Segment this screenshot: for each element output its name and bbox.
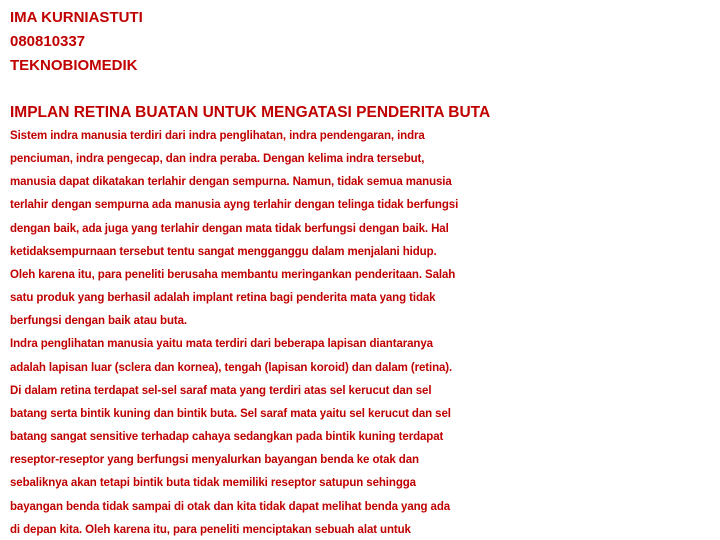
document-title: IMPLAN RETINA BUATAN UNTUK MENGATASI PENDERITA BUTA — [10, 104, 491, 121]
body-line: Sistem indra manusia terdiri dari indra penglihatan, indra pendengaran, indra — [10, 130, 425, 142]
body-line: manusia dapat dikatakan terlahir dengan sempurna. Namun, tidak semua manusia — [10, 176, 452, 189]
body-line: ketidaksempurnaan tersebut tentu sangat mengganggu dalam menjalani hidup. — [10, 245, 437, 258]
body-line: di depan kita. Oleh karena itu, para peneliti menciptakan sebuah alat untuk — [10, 523, 411, 536]
body-line: satu produk yang berhasil adalah implant retina bagi penderita mata yang tidak — [10, 292, 436, 305]
body-line: Di dalam retina terdapat sel-sel saraf mata yang terdiri atas sel kerucut dan sel — [10, 384, 432, 397]
body-line: sebaliknya akan tetapi bintik buta tidak memiliki reseptor satupun sehingga — [10, 477, 416, 490]
body-text — [10, 125, 716, 540]
body-line: berfungsi dengan baik atau buta. — [10, 315, 187, 328]
body-line: dengan baik, ada juga yang terlahir dengan mata tidak berfungsi dengan baik. Hal — [10, 222, 449, 235]
department-name: TEKNOBIOMEDIK — [10, 57, 138, 74]
body-line: terlahir dengan sempurna ada manusia ayng terlahir dengan telinga tidak berfungsi — [10, 199, 459, 212]
body-line: reseptor-reseptor yang berfungsi menyalurkan bayangan benda ke otak dan — [10, 454, 419, 467]
body-line: batang serta bintik kuning dan bintik buta. Sel saraf mata yaitu sel kerucut dan sel — [10, 407, 451, 420]
body-line: adalah lapisan luar (sclera dan kornea), tengah (lapisan koroid) dan dalam (retina). — [10, 361, 453, 374]
body-line: penciuman, indra pengecap, dan indra peraba. Dengan kelima indra tersebut, — [10, 153, 425, 166]
body-line: bayangan benda tidak sampai di otak dan kita tidak dapat melihat benda yang ada — [10, 500, 451, 513]
body-line: batang sangat sensitive terhadap cahaya sedangkan pada bintik kuning terdapat — [10, 431, 444, 444]
author-name: IMA KURNIASTUTI — [10, 9, 143, 26]
body-line: Oleh karena itu, para peneliti berusaha membantu meringankan penderitaan. Salah — [10, 268, 456, 281]
student-id: 080810337 — [10, 33, 86, 50]
body-line: Indra penglihatan manusia yaitu mata terdiri dari beberapa lapisan diantaranya — [10, 338, 433, 351]
